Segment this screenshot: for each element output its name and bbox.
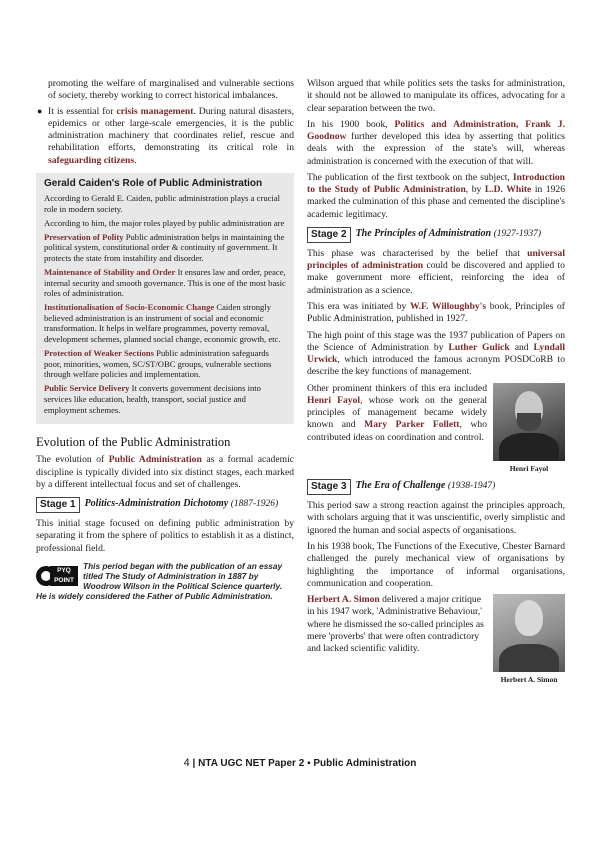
stage-label: Stage 3: [307, 479, 351, 495]
simon-block: [307, 594, 565, 685]
section-heading: Evolution of the Public Administration: [36, 435, 231, 450]
stage-years: (1887-1926): [230, 499, 279, 510]
role-term: Preservation of Polity: [44, 231, 124, 242]
key-term: Politics and Administration, Frank J. Goodnow: [307, 118, 565, 143]
role-term: Institutionalisation of Socio-Economic Change: [44, 301, 215, 312]
text-run: Other prominent thinkers of this era included: [307, 382, 487, 394]
key-term: L.D. White: [484, 184, 532, 196]
pyq-point-note: [36, 561, 294, 601]
subject-title: Public Administration: [313, 758, 417, 769]
left-column: [36, 78, 294, 601]
text-run: in 1926 marked the culmination of this phase and cemented the discipline's academic legitimacy.: [307, 184, 565, 220]
paragraph: This period saw a strong reaction against the principles approach, with scholars arguing that it was unscientific, overly simplistic and ignored the human and social aspects of organisations.: [307, 500, 565, 536]
right-column: [307, 78, 565, 685]
portrait-body: [499, 433, 559, 461]
stage-1-paragraph: This initial stage focused on defining public administration by separating it from the sphere of politics to establish it as a distinct, professional field.: [36, 518, 294, 554]
role-term: Protection of Weaker Sections: [44, 347, 155, 358]
key-term: Public Administration: [108, 454, 202, 466]
fayol-figure: [493, 383, 565, 474]
page-number: 4: [183, 757, 190, 769]
role-item: [44, 302, 286, 345]
text-run: .: [134, 154, 137, 166]
fayol-block: [307, 383, 565, 474]
stage-years: (1938-1947): [447, 481, 496, 492]
stage-title: [356, 227, 541, 241]
key-term: Herbert A. Simon: [307, 594, 380, 606]
footer-separator: |: [192, 758, 196, 769]
stage-title-text: Politics-Administration Dichotomy: [84, 498, 229, 510]
text-run: , which introduced the famous acronym POSDCoRB to describe the key functions of management.: [307, 354, 565, 378]
role-item: [44, 267, 286, 299]
text-run: This era was initiated by: [307, 300, 410, 312]
key-term: crisis management: [116, 105, 194, 117]
role-item: [44, 383, 286, 415]
bullet-text: [48, 106, 294, 167]
stage-3-heading: [307, 479, 565, 495]
key-term: Henri Fayol: [307, 394, 361, 406]
stage-1-heading: [36, 497, 294, 513]
text-run: , whose work on the general principles of management became widely known and: [307, 394, 488, 431]
key-term: Introduction to the Study of Public Administration: [307, 171, 565, 196]
caiden-info-box: [36, 173, 294, 424]
role-text: It converts government decisions into services like education, health, transport, social justice and employment schemes.: [44, 383, 261, 415]
portrait-body: [499, 644, 559, 672]
badge-text: [50, 566, 78, 586]
portrait-caption: Henri Fayol: [509, 463, 549, 473]
text-run: The evolution of: [36, 454, 109, 466]
stage-title-text: The Principles of Administration: [355, 227, 492, 239]
page-footer: [0, 756, 600, 771]
text-run: In his 1900 book,: [307, 118, 395, 130]
bullet-item: [36, 106, 294, 167]
key-term: Mary Parker Follett: [364, 419, 460, 431]
text-run: This phase was characterised by the belief that: [307, 247, 528, 259]
portrait-caption: Herbert A. Simon: [500, 675, 558, 685]
bullet-dot: ●: [37, 105, 43, 116]
box-paragraph: According to Gerald E. Caiden, public administration plays a crucial role in modern society.: [44, 193, 281, 215]
role-text: Public administration helps in maintaining the political system, constitutional order & continuity of government. It protects the state from instability and disorder.: [44, 231, 285, 264]
paragraph: [307, 301, 565, 326]
paragraph: [307, 119, 565, 168]
text-run: The publication of the first textbook on the subject,: [307, 171, 513, 183]
portrait-head: [515, 600, 543, 636]
text-run: could be discovered and applied to make government more efficient, reinforcing the idea of administration as a science.: [307, 260, 565, 296]
text-run: It is essential for: [48, 105, 117, 117]
badge-top: PYQ: [57, 566, 71, 574]
footer-bullet: ▪: [307, 758, 311, 769]
paragraph: Wilson argued that while politics sets the tasks for administration, it should not be allowed to manipulate its offices, advocating for a clear separation between the two.: [307, 78, 565, 114]
role-text: It ensures law and order, peace, internal security and smooth governance. This is one of the most basic roles of administration.: [44, 266, 286, 299]
text-run: and: [509, 341, 534, 353]
key-term: W.F. Willoughby's: [409, 300, 487, 312]
key-term: Luther Gulick: [448, 341, 510, 353]
portrait-beard: [517, 413, 541, 431]
box-paragraph: According to him, the major roles played by public administration are: [44, 217, 285, 228]
pyq-text: This period began with the publication of an essay titled The Study of Administration in 1887 by Woodrow Wilson in the Political Science quarterly. He is widely considered the Father of Public Administration.: [36, 560, 283, 602]
key-term: universal principles of administration: [307, 247, 565, 272]
stage-label: Stage 1: [36, 497, 80, 513]
stage-years: (1927-1937): [493, 228, 542, 239]
badge-bottom: POINT: [54, 576, 74, 584]
paragraph: [307, 248, 565, 297]
text-run: delivered a major critique in his 1947 work, 'Administrative Behaviour,' where he dismissed the so-called principles as mere 'proverbs' that were often contradictory and lacked scientific validity.: [307, 594, 484, 655]
text-run: , who contributed ideas on coordination and control.: [307, 419, 487, 443]
text-run: as a formal academic discipline is typically divided into six distinct stages, each marked by a different intellectual focus and set of challenges.: [36, 454, 294, 490]
text-run: book, Principles of Public Administration, published in 1927.: [307, 300, 565, 325]
herbert-simon-portrait: [493, 594, 565, 672]
stage-title-text: The Era of Challenge: [355, 480, 446, 492]
continued-paragraph: promoting the welfare of marginalised and vulnerable sections of society, thereby working to correct historical imbalances.: [48, 78, 294, 102]
stage-2-heading: [307, 227, 565, 243]
role-text: Caiden strongly believed administration is an instrument of social and economic transformation. It helps in welfare programmes, poverty removal, development schemes, planned social change, economic growth, etc.: [44, 301, 281, 345]
stage-title: [85, 497, 279, 511]
role-term: Maintenance of Stability and Order: [44, 266, 176, 277]
pyq-point-icon: [36, 563, 78, 589]
paragraph: [307, 330, 565, 379]
role-term: Public Service Delivery: [44, 383, 130, 394]
text-run: , by: [465, 184, 485, 196]
stage-label: Stage 2: [307, 227, 351, 243]
key-term: safeguarding citizens: [48, 154, 135, 166]
paragraph: In his 1938 book, The Functions of the Executive, Chester Barnard challenged the purely mechanical view of organisations by highlighting the importance of informal organisations, communication and cooperation.: [307, 540, 565, 589]
evolution-paragraph: [36, 454, 294, 491]
text-run: . During natural disasters, epidemics or other large-scale emergencies, it is the public administration machinery that coordinates relief, rescue and rehabilitation efforts, demonstrating its critical role in: [48, 105, 294, 154]
henri-fayol-portrait: [493, 383, 565, 461]
book-title: NTA UGC NET Paper 2: [198, 758, 305, 769]
stage-title: [356, 479, 496, 493]
text-run: further developed this idea by asserting that politics deals with the expression of the state's will, whereas administration is concerned with the execution of that will.: [307, 131, 565, 167]
role-item: [44, 232, 286, 264]
simon-figure: [493, 594, 565, 685]
text-run: The high point of this stage was the 1937 publication of Papers on the Science of Administration by: [307, 329, 565, 353]
box-title: Gerald Caiden's Role of Public Administration: [44, 177, 263, 189]
key-term: Lyndall Urwick: [307, 341, 565, 366]
paragraph: [307, 172, 565, 221]
role-text: Public administration safeguards poor, minorities, women, SC/ST/OBC groups, vulnerable sections through welfare policies and implementation.: [44, 347, 272, 380]
role-item: [44, 348, 286, 380]
